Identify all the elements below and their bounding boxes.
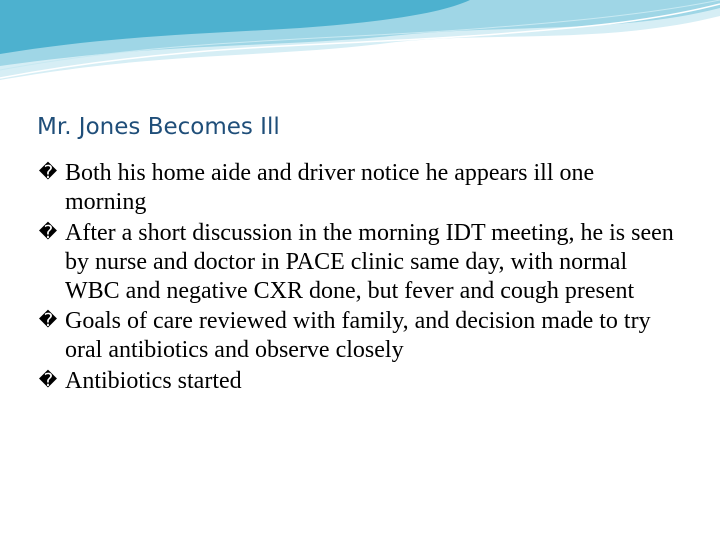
bullet-text: Antibiotics started — [65, 367, 242, 394]
bullet-glyph-icon: � — [38, 310, 58, 331]
slide-title: Mr. Jones Becomes Ill — [37, 114, 280, 140]
bullet-item — [36, 219, 676, 306]
bullet-glyph-icon: � — [38, 221, 58, 243]
bullet-text: After a short discussion in the morning IDT meeting, he is seen by nurse and doctor in PACE clinic same day, with normal WBC and negative CXR done, but fever and cough present — [65, 219, 674, 304]
bullet-text: Goals of care reviewed with family, and decision made to try oral antibiotics and observe closely — [65, 308, 651, 363]
bullet-glyph-icon: � — [38, 162, 58, 183]
bullet-glyph-icon: � — [38, 369, 58, 391]
header-wave-decoration — [0, 0, 720, 90]
bullet-item — [36, 159, 676, 217]
bullet-item — [36, 367, 676, 396]
bullet-item — [36, 307, 676, 365]
bullet-list — [36, 159, 676, 397]
bullet-text: Both his home aide and driver notice he appears ill one morning — [65, 160, 595, 215]
